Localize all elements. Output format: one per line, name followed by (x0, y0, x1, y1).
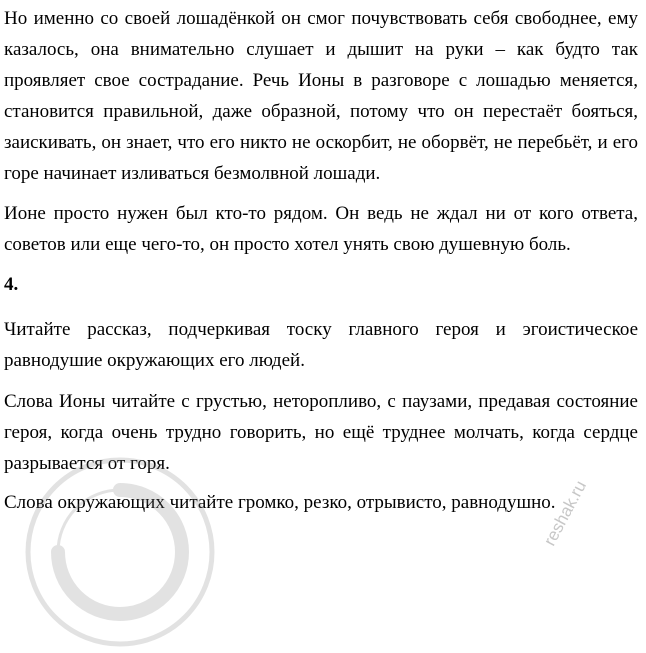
paragraph-horse-listening: Но именно со своей лошадёнкой он смог почувствовать себя свободнее, ему казалось, она внимательно слушает и дышит на руки – как будто так проявляет свое сострадание. Речь Ионы в разговоре с лошадью меняется, становится правильной, даже образной, потому что он перестаёт бояться, заискивать, он знает, что его никто не оскорбит, не оборвёт, не перебьёт, и его горе начинает изливаться безмолвной лошади. (4, 8, 638, 184)
watermark-text: reshak.ru (540, 477, 591, 549)
paragraph-iona-needed-someone: Ионе просто нужен был кто-то рядом. Он ведь не ждал ни от кого ответа, советов или еще чего-то, он просто хотел унять свою душевную боль. (4, 203, 638, 255)
paragraph-reading-instruction: Читайте рассказ, подчеркивая тоску главного героя и эгоистическое равнодушие окружающих его людей. (4, 319, 638, 371)
paragraph-others-words-instruction: Слова окружающих читайте громко, резко, отрывисто, равнодушно. (4, 492, 556, 513)
paragraph-iona-words-instruction: Слова Ионы читайте с грустью, неторопливо, с паузами, предавая состояние героя, когда очень трудно говорить, но ещё труднее молчать, когда сердце разрывается от горя. (4, 391, 638, 474)
section-number: 4. (4, 274, 19, 295)
